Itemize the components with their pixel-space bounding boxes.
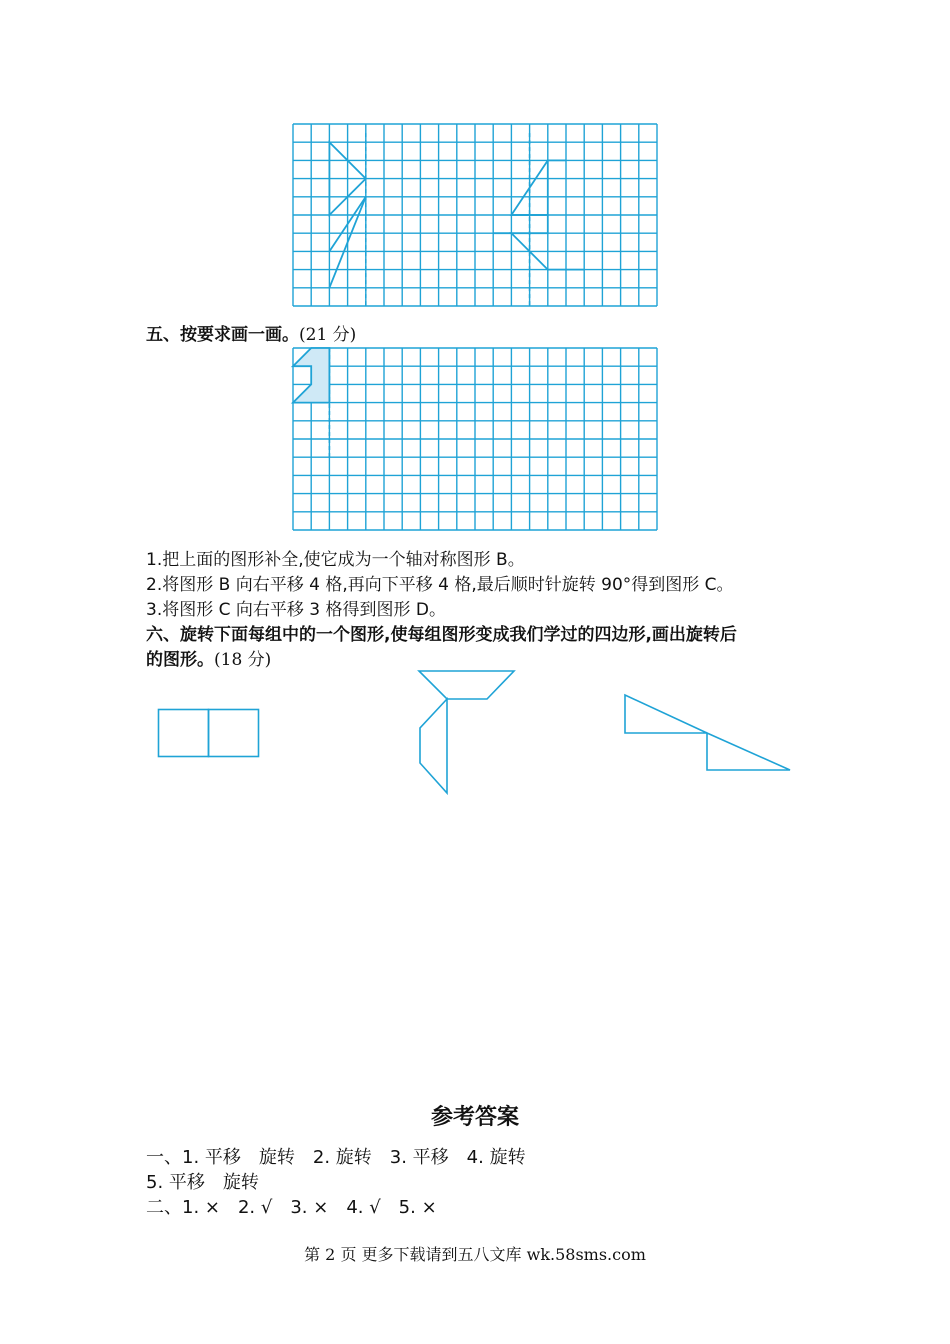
right-figure-upper <box>511 160 566 215</box>
left-square <box>159 710 209 757</box>
section6-score: (18 分) <box>214 650 272 670</box>
half-shape <box>293 348 329 403</box>
answers-title: 参考答案 <box>430 1104 519 1130</box>
figure-triangles <box>620 690 795 775</box>
task-3: 3.将图形 C 向右平移 3 格得到图形 D。 <box>146 600 447 620</box>
figure-trapezoid-group <box>412 668 522 798</box>
section5-heading-text: 五、按要求画一画。 <box>146 325 299 345</box>
section5-heading <box>146 323 356 347</box>
right-square <box>209 710 259 757</box>
page-footer: 第 2 页 更多下载请到五八文库 wk.58sms.com <box>304 1245 646 1264</box>
grid-lines <box>293 348 657 530</box>
section6-heading-line2 <box>146 648 271 672</box>
task-2: 2.将图形 B 向右平移 4 格,再向下平移 4 格,最后顺时针旋转 90°得到图形 C。 <box>146 575 734 595</box>
grid-top <box>293 124 657 306</box>
section6-heading-line1: 六、旋转下面每组中的一个图形,使每组图形变成我们学过的四边形,画出旋转后 <box>146 625 737 645</box>
answers-line-3: 二、1. × 2. √ 3. × 4. √ 5. × <box>146 1197 437 1218</box>
section5-score: (21 分) <box>299 325 357 345</box>
grid-lines <box>293 124 657 306</box>
answers-line-2: 5. 平移 旋转 <box>146 1172 259 1193</box>
upper-triangle <box>625 695 707 733</box>
lower-quadrilateral <box>420 699 447 793</box>
task-1: 1.把上面的图形补全,使它成为一个轴对称图形 B。 <box>146 550 525 570</box>
figure-rectangles <box>155 704 265 764</box>
grid-middle <box>293 348 657 530</box>
top-trapezoid <box>419 671 514 699</box>
section6-heading-line2-text: 的图形。 <box>146 650 214 670</box>
lower-triangle <box>707 733 790 770</box>
answers-line-1: 一、1. 平移 旋转 2. 旋转 3. 平移 4. 旋转 <box>146 1147 526 1168</box>
